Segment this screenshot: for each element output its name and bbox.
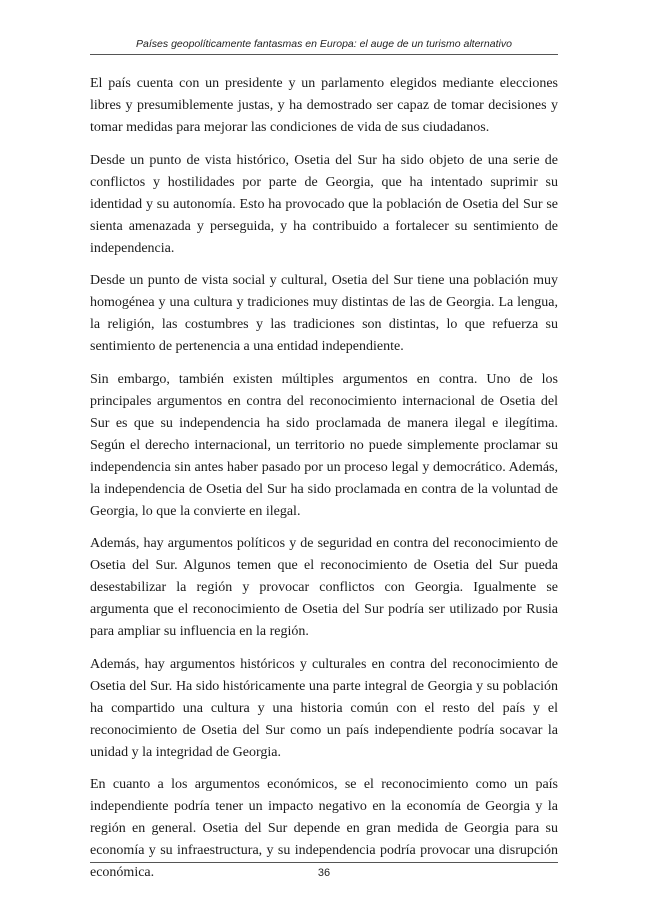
paragraph-6: Además, hay argumentos históricos y culturales en contra del reconocimiento de Osetia del Sur. Ha sido históricamente una parte integral de Georgia y su población ha compartido una cultura y una historia común con el resto del país y el reconocimiento de Osetia del Sur como un país independiente podría socavar la unidad y la integridad de Georgia.	[90, 656, 558, 760]
paragraph-2: Desde un punto de vista histórico, Osetia del Sur ha sido objeto de una serie de conflictos y hostilidades por parte de Georgia, que ha intentado suprimir su identidad y su autonomía. Esto ha provocado que la población de Osetia del Sur se sienta amenazada y perseguida, y ha contribuido a fortalecer su sentimiento de independencia.	[90, 152, 558, 256]
paragraph-4: Sin embargo, también existen múltiples argumentos en contra. Uno de los principales argumentos en contra del reconocimiento internacional de Osetia del Sur es que su independencia ha sido proclamada de manera ilegal e ilegítima. Según el derecho internacional, un territorio no puede simplemente proclamar su independencia sin antes haber pasado por un proceso legal y democrático. Además, la independencia de Osetia del Sur ha sido proclamada en contra de la voluntad de Georgia, lo que la convierte en ilegal.	[90, 371, 558, 519]
running-header	[90, 38, 558, 55]
body-text	[90, 73, 558, 895]
page-number: 36	[317, 867, 331, 879]
paragraph-5: Además, hay argumentos políticos y de seguridad en contra del reconocimiento de Osetia del Sur. Algunos temen que el reconocimiento de Osetia del Sur pueda desestabilizar la región y provocar conflictos con Georgia. Igualmente se argumenta que el reconocimiento de Osetia del Sur podría ser utilizado por Rusia para ampliar su influencia en la región.	[90, 536, 558, 639]
footer-divider	[90, 862, 558, 863]
running-title: Países geopolíticamente fantasmas en Europa: el auge de un turismo alternativo	[136, 38, 512, 50]
paragraph-7: En cuanto a los argumentos económicos, se el reconocimiento como un país independiente podría tener un impacto negativo en la economía de Georgia y la región en general. Osetia del Sur depende en gran medida de Georgia para su economía y su infraestructura, y su independencia podría provocar una disrupción económica.	[90, 777, 558, 880]
paragraph-1: El país cuenta con un presidente y un parlamento elegidos mediante elecciones libres y presumiblemente justas, y ha demostrado ser capaz de tomar decisiones y tomar medidas para mejorar las condiciones de vida de sus ciudadanos.	[90, 76, 558, 135]
paragraph-3: Desde un punto de vista social y cultural, Osetia del Sur tiene una población muy homogénea y una cultura y tradiciones muy distintas de las de Georgia. La lengua, la religión, las costumbres y las tradiciones son distintas, lo que refuerza su sentimiento de pertenencia a una entidad independiente.	[90, 273, 558, 354]
